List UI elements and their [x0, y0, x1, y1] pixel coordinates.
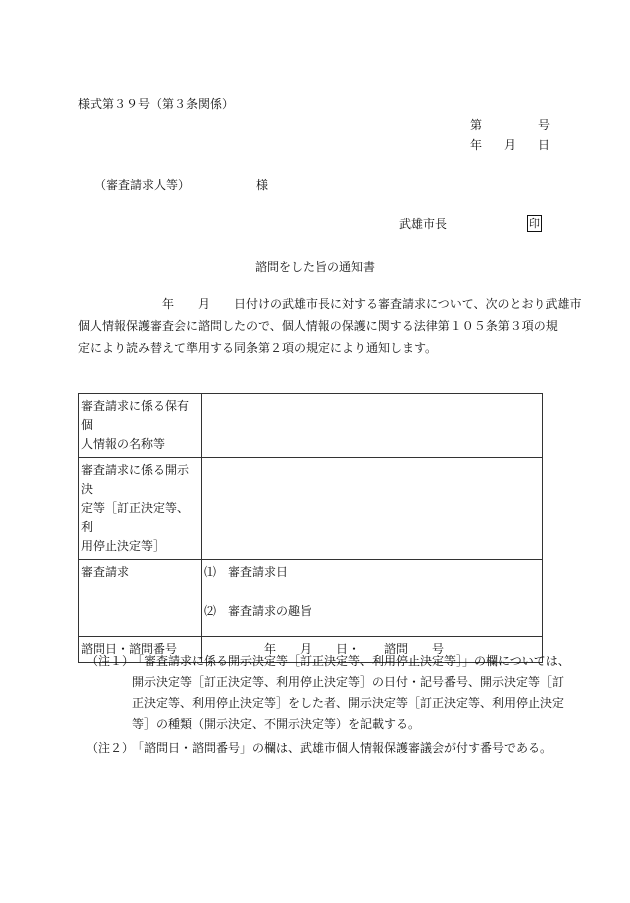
- row-label-record-name: [79, 394, 202, 458]
- info-table: [78, 393, 543, 663]
- issuer-name: 武雄市長: [399, 217, 448, 231]
- sub-item: [204, 602, 540, 621]
- table-row: [79, 458, 543, 560]
- note-item: [86, 651, 570, 735]
- row-value-review-request: [202, 560, 543, 637]
- document-number: [470, 119, 550, 131]
- date-year: 年: [470, 138, 483, 152]
- sub-item-text: 審査請求日: [228, 565, 289, 579]
- note-line: 等］の種類（開示決定、不開示決定等）を記載する。: [132, 717, 421, 731]
- seal-mark: 印: [529, 217, 540, 230]
- sub-item-number: ⑵: [204, 604, 217, 618]
- note-line: 正決定等、利用停止決定等］をした者、開示決定等［訂正決定等、利用停止決定: [132, 696, 565, 710]
- sub-item-text: 審査請求の趣旨: [228, 604, 313, 618]
- table-row: [79, 394, 543, 458]
- row-label-disclosure-decision: [79, 458, 202, 560]
- form-number: 様式第３９号（第３条関係）: [78, 97, 235, 111]
- note-text: [132, 651, 570, 735]
- recipient-label: （審査請求人等）: [94, 178, 191, 192]
- row-label-review-request: 審査請求: [79, 560, 202, 637]
- note-label: （注１）: [86, 654, 135, 668]
- note-label: （注２）: [86, 741, 135, 755]
- body-line: 年 月 日付けの武雄市長に対する審査請求について、次のとおり武雄市: [78, 297, 582, 311]
- sub-item: [204, 563, 540, 582]
- note-text: [132, 738, 556, 759]
- row-value-record-name: [202, 394, 543, 458]
- note-line: 開示決定等［訂正決定等、利用停止決定等］の日付・記号番号、開示決定等［訂: [132, 675, 565, 689]
- sub-item-number: ⑴: [204, 565, 217, 579]
- document-date: [470, 139, 550, 151]
- row-value-disclosure-decision: [202, 458, 543, 560]
- body-paragraph: [78, 297, 582, 363]
- note-line: 「審査請求に係る開示決定等［訂正決定等、利用停止決定等］」の欄については、: [132, 654, 570, 668]
- document-number-suffix: 号: [537, 118, 550, 132]
- label-line: 審査請求に係る保有個: [81, 399, 190, 432]
- label-line: 人情報の名称等: [81, 437, 166, 451]
- label-line: 用停止決定等］: [81, 539, 166, 553]
- label-line: 審査請求に係る開示決: [81, 463, 190, 496]
- table-row: [79, 560, 543, 637]
- label-line: 定等［訂正決定等、利: [81, 501, 190, 534]
- document-number-prefix: 第: [470, 118, 483, 132]
- date-month: 月: [503, 138, 516, 152]
- note-line: 「諮問日・諮問番号」の欄は、武雄市個人情報保護審議会が付す番号である。: [132, 741, 553, 755]
- notes-section: [86, 651, 570, 762]
- document-title: 諮問をした旨の通知書: [254, 260, 375, 274]
- note-item: [86, 738, 556, 759]
- recipient-honorific: 様: [256, 178, 269, 192]
- date-day: 日: [537, 138, 550, 152]
- body-line: 個人情報保護審査会に諮問したので、個人情報の保護に関する法律第１０５条第３項の規: [78, 319, 558, 333]
- row-label-inquiry-date: 諮問日・諮問番号: [79, 637, 202, 663]
- body-line: 定により読み替えて準用する同条第２項の規定により通知します。: [78, 341, 438, 355]
- row-value-inquiry-date: 年 月 日・ 諮問 号: [202, 637, 543, 663]
